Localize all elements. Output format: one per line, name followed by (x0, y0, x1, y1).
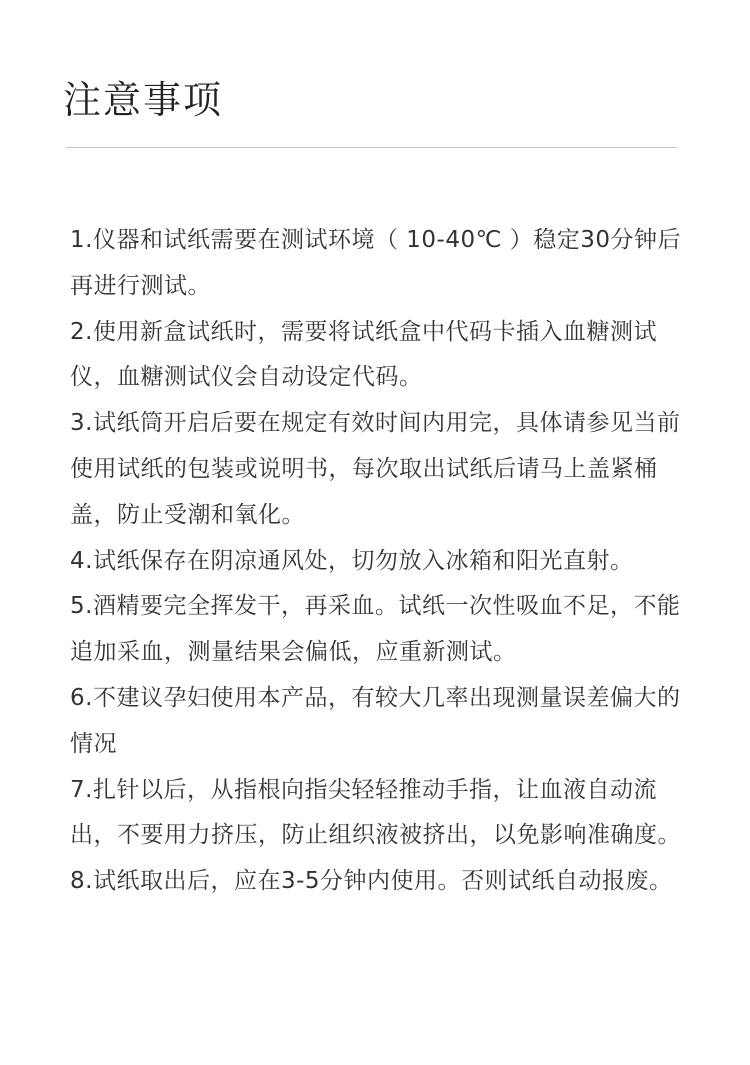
page-title: 注意事项 (63, 78, 224, 122)
notes-list (70, 218, 682, 905)
note-item-8: 8.试纸取出后，应在3-5分钟内使用。否则试纸自动报废。 (70, 868, 673, 895)
note-item-2: 2.使用新盒试纸时，需要将试纸盒中代码卡插入血糖测试仪，血糖测试仪会自动设定代码。 (70, 318, 657, 391)
note-item-5: 5.酒精要完全挥发干，再采血。试纸一次性吸血不足，不能追加采血，测量结果会偏低，应重新测试。 (70, 593, 681, 666)
note-item-4: 4.试纸保存在阴凉通风处，切勿放入冰箱和阳光直射。 (70, 547, 634, 574)
title-divider (66, 147, 677, 148)
note-item-7: 7.扎针以后，从指根向指尖轻轻推动手指，让血液自动流出，不要用力挤压，防止组织液被挤出，以免影响准确度。 (70, 776, 681, 849)
note-item-3: 3.试纸筒开启后要在规定有效时间内用完，具体请参见当前使用试纸的包装或说明书，每次取出试纸后请马上盖紧桶盖，防止受潮和氧化。 (70, 410, 681, 528)
note-item-1: 1.仪器和试纸需要在测试环境（ 10-40℃ ）稳定30分钟后再进行测试。 (70, 227, 681, 299)
note-item-6: 6.不建议孕妇使用本产品，有较大几率出现测量误差偏大的情况 (70, 684, 681, 757)
